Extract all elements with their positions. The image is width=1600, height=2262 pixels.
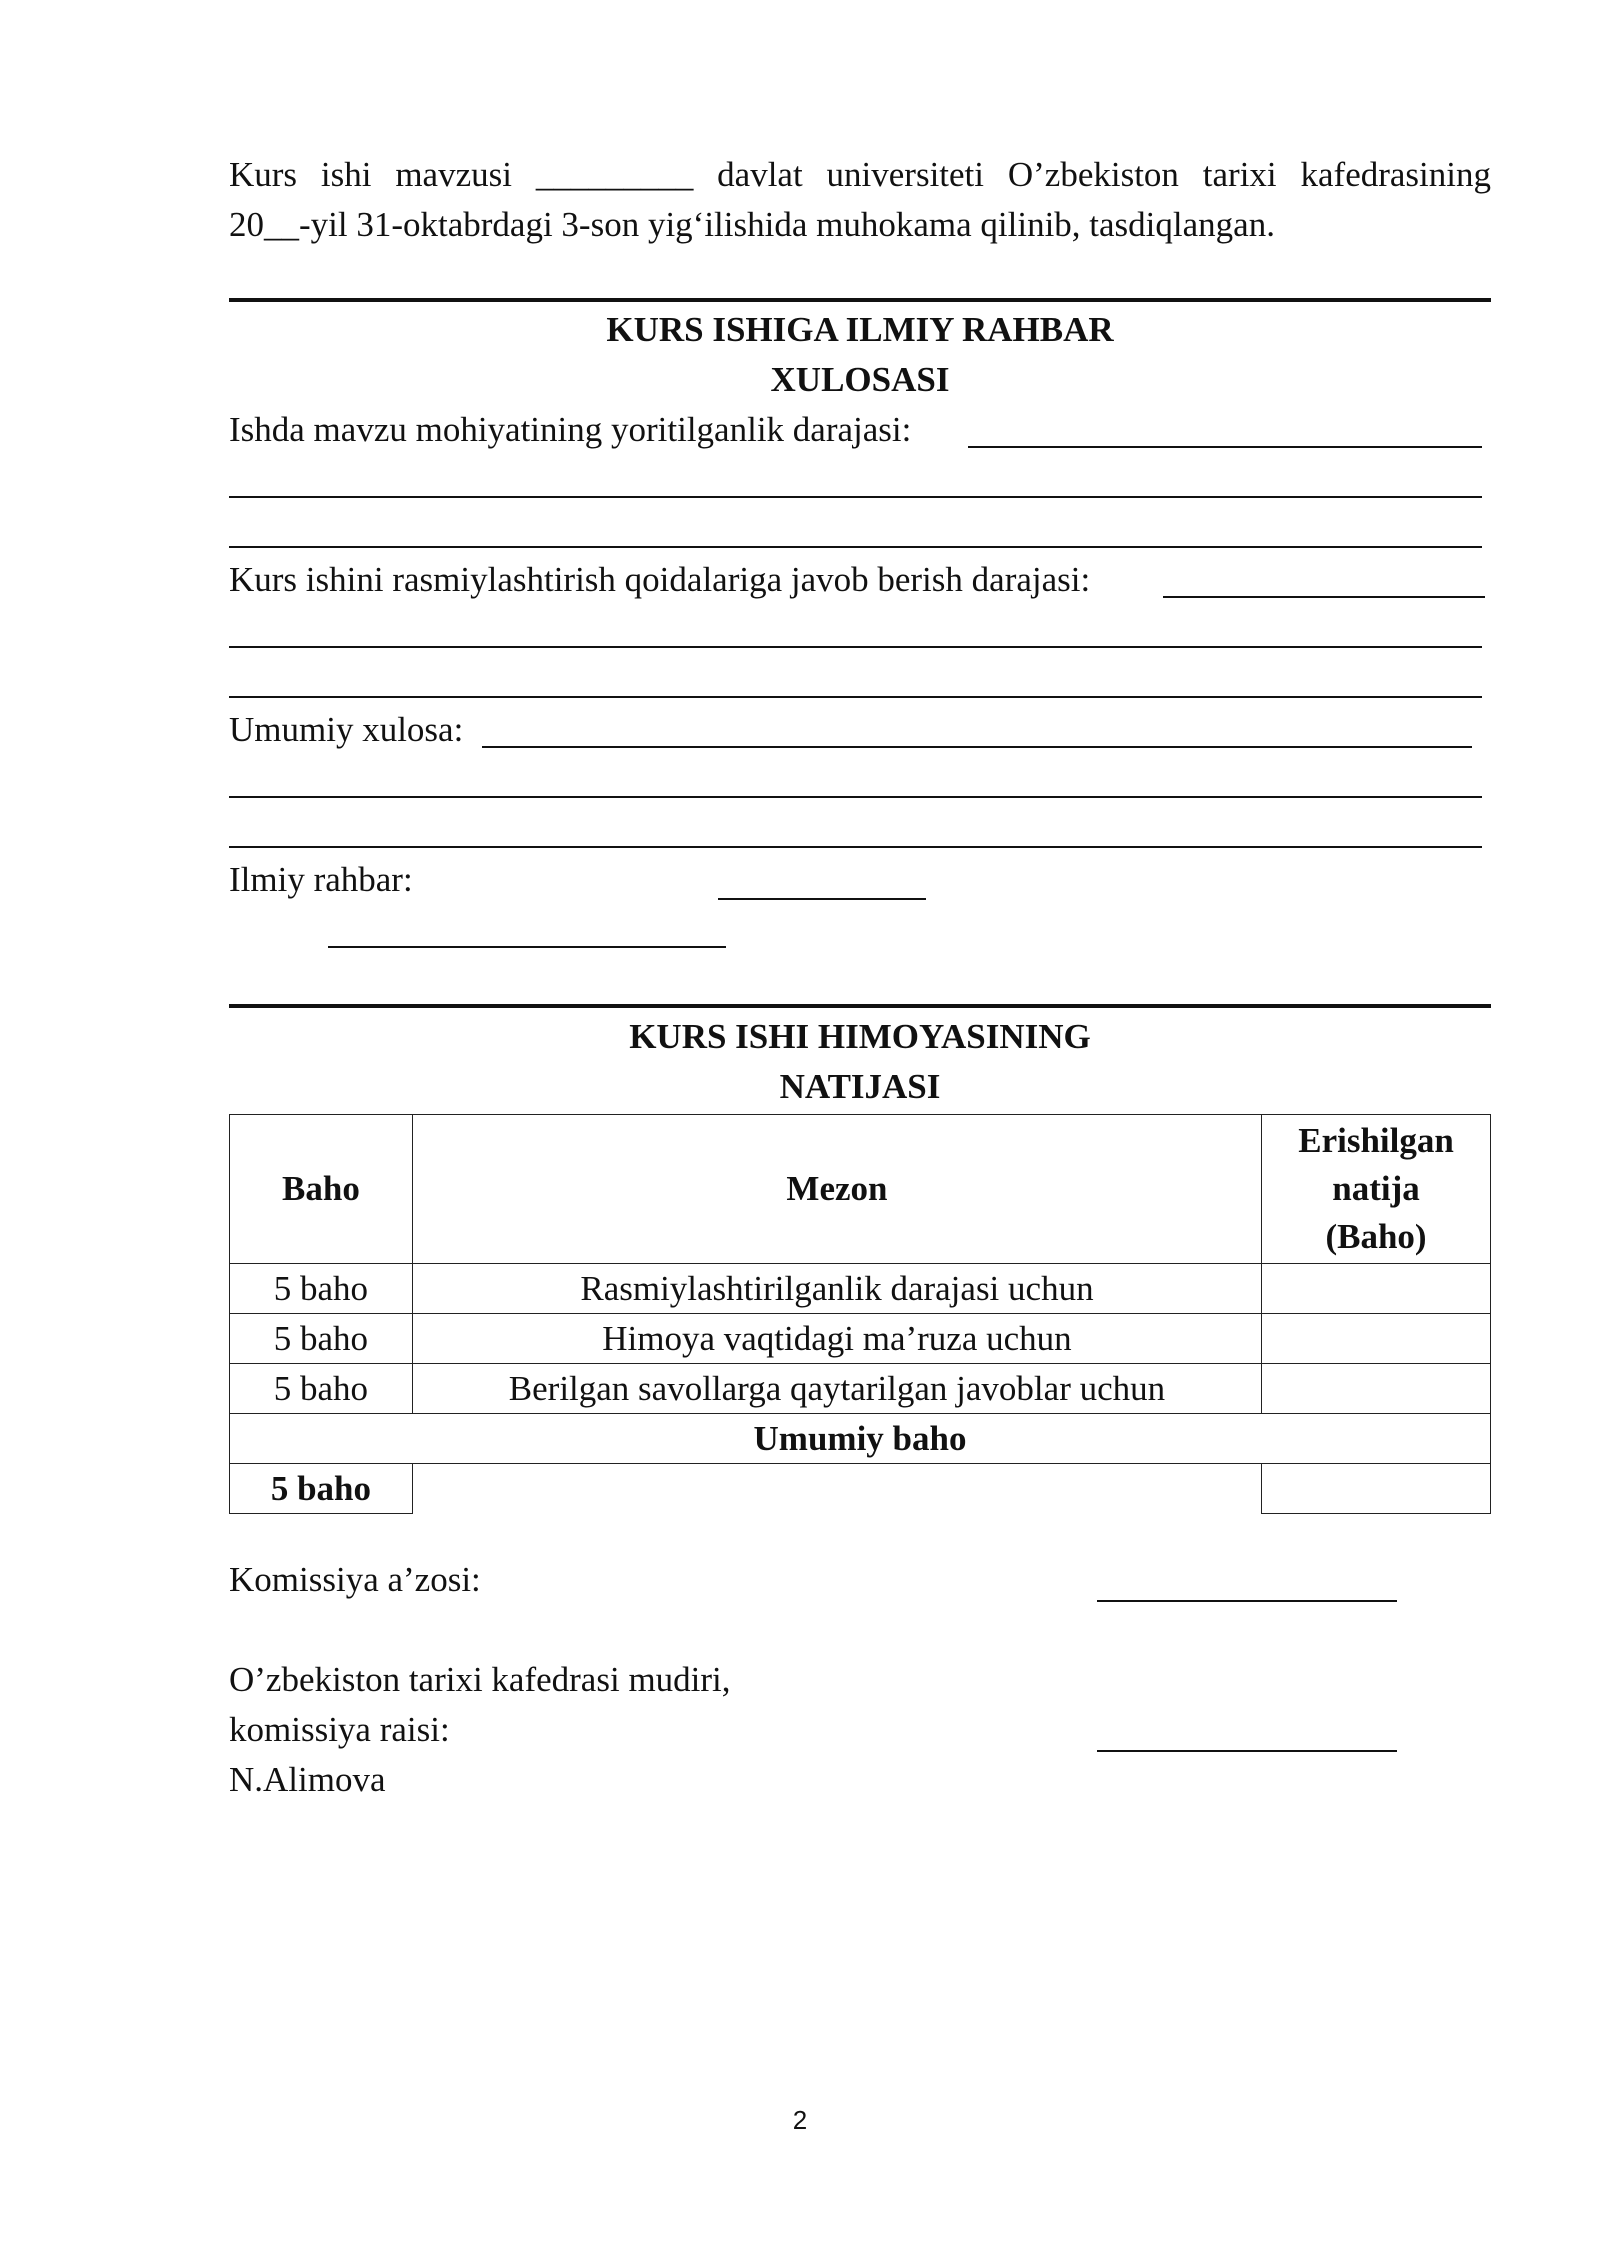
page-number: 2 [792, 2105, 808, 2135]
total-grade: 5 baho [230, 1464, 413, 1514]
intro-line-2: 20__-yil 31-oktabrdagi 3-son yig‘ilishida muhokama qilinib, tasdiqlangan. [229, 205, 1275, 244]
supervisor-title-2: XULOSASI [770, 360, 950, 399]
supervisor-title-1: KURS ISHIGA ILMIY RAHBAR [606, 310, 1114, 349]
total-row [230, 1464, 1491, 1514]
header-grade: Baho [230, 1115, 413, 1264]
conclusion-blank-3[interactable] [229, 846, 1482, 848]
conclusion-label: Umumiy xulosa: [229, 710, 464, 749]
section-divider [229, 298, 1491, 302]
total-label: Umumiy baho [230, 1414, 1491, 1464]
row-grade: 5 baho [230, 1314, 413, 1364]
table-row [230, 1314, 1491, 1364]
formatting-label: Kurs ishini rasmiylashtirish qoidalariga javob berish darajasi: [229, 560, 1091, 599]
department-head-signature-blank[interactable] [1097, 1750, 1397, 1752]
results-table [229, 1114, 1491, 1514]
table-header-row [230, 1115, 1491, 1264]
coverage-label: Ishda mavzu mohiyatining yoritilganlik darajasi: [229, 410, 912, 449]
formatting-blank-2[interactable] [229, 646, 1482, 648]
row-result-cell[interactable] [1262, 1364, 1491, 1414]
department-head-line-1: O’zbekiston tarixi kafedrasi mudiri, [229, 1660, 731, 1699]
header-result-line-2: natija [1332, 1169, 1420, 1208]
row-criterion: Berilgan savollarga qaytarilgan javoblar uchun [412, 1364, 1261, 1414]
results-title-1: KURS ISHI HIMOYASINING [629, 1017, 1091, 1056]
total-spacer [412, 1464, 1261, 1514]
row-criterion: Himoya vaqtidagi ma’ruza uchun [412, 1314, 1261, 1364]
supervisor-name-blank[interactable] [328, 946, 726, 948]
row-criterion: Rasmiylashtirilganlik darajasi uchun [412, 1264, 1261, 1314]
formatting-blank-3[interactable] [229, 696, 1482, 698]
supervisor-label: Ilmiy rahbar: [229, 860, 413, 899]
section-divider-2 [229, 1004, 1491, 1008]
commission-member-signature-blank[interactable] [1097, 1600, 1397, 1602]
supervisor-signature-blank[interactable] [718, 898, 926, 900]
intro-line-1: Kurs ishi mavzusi _________ davlat universiteti O’zbekiston tarixi kafedrasining [229, 155, 1491, 194]
table-row [230, 1364, 1491, 1414]
total-label-row [230, 1414, 1491, 1464]
header-result-line-3: (Baho) [1325, 1217, 1427, 1256]
row-grade: 5 baho [230, 1264, 413, 1314]
total-result-cell[interactable] [1262, 1464, 1491, 1514]
formatting-blank[interactable] [1163, 596, 1485, 598]
coverage-blank[interactable] [968, 446, 1482, 448]
header-criterion: Mezon [412, 1115, 1261, 1264]
row-result-cell[interactable] [1262, 1314, 1491, 1364]
row-grade: 5 baho [230, 1364, 413, 1414]
header-result [1262, 1115, 1491, 1264]
table-row [230, 1264, 1491, 1314]
results-title-2: NATIJASI [779, 1067, 941, 1106]
row-result-cell[interactable] [1262, 1264, 1491, 1314]
coverage-blank-3[interactable] [229, 546, 1482, 548]
department-head-name: N.Alimova [229, 1760, 386, 1799]
conclusion-blank-2[interactable] [229, 796, 1482, 798]
coverage-blank-2[interactable] [229, 496, 1482, 498]
conclusion-blank[interactable] [482, 746, 1472, 748]
header-result-line-1: Erishilgan [1298, 1121, 1454, 1160]
department-head-line-2: komissiya raisi: [229, 1710, 450, 1749]
commission-member-label: Komissiya a’zosi: [229, 1560, 481, 1599]
intro-paragraph [229, 150, 1491, 250]
